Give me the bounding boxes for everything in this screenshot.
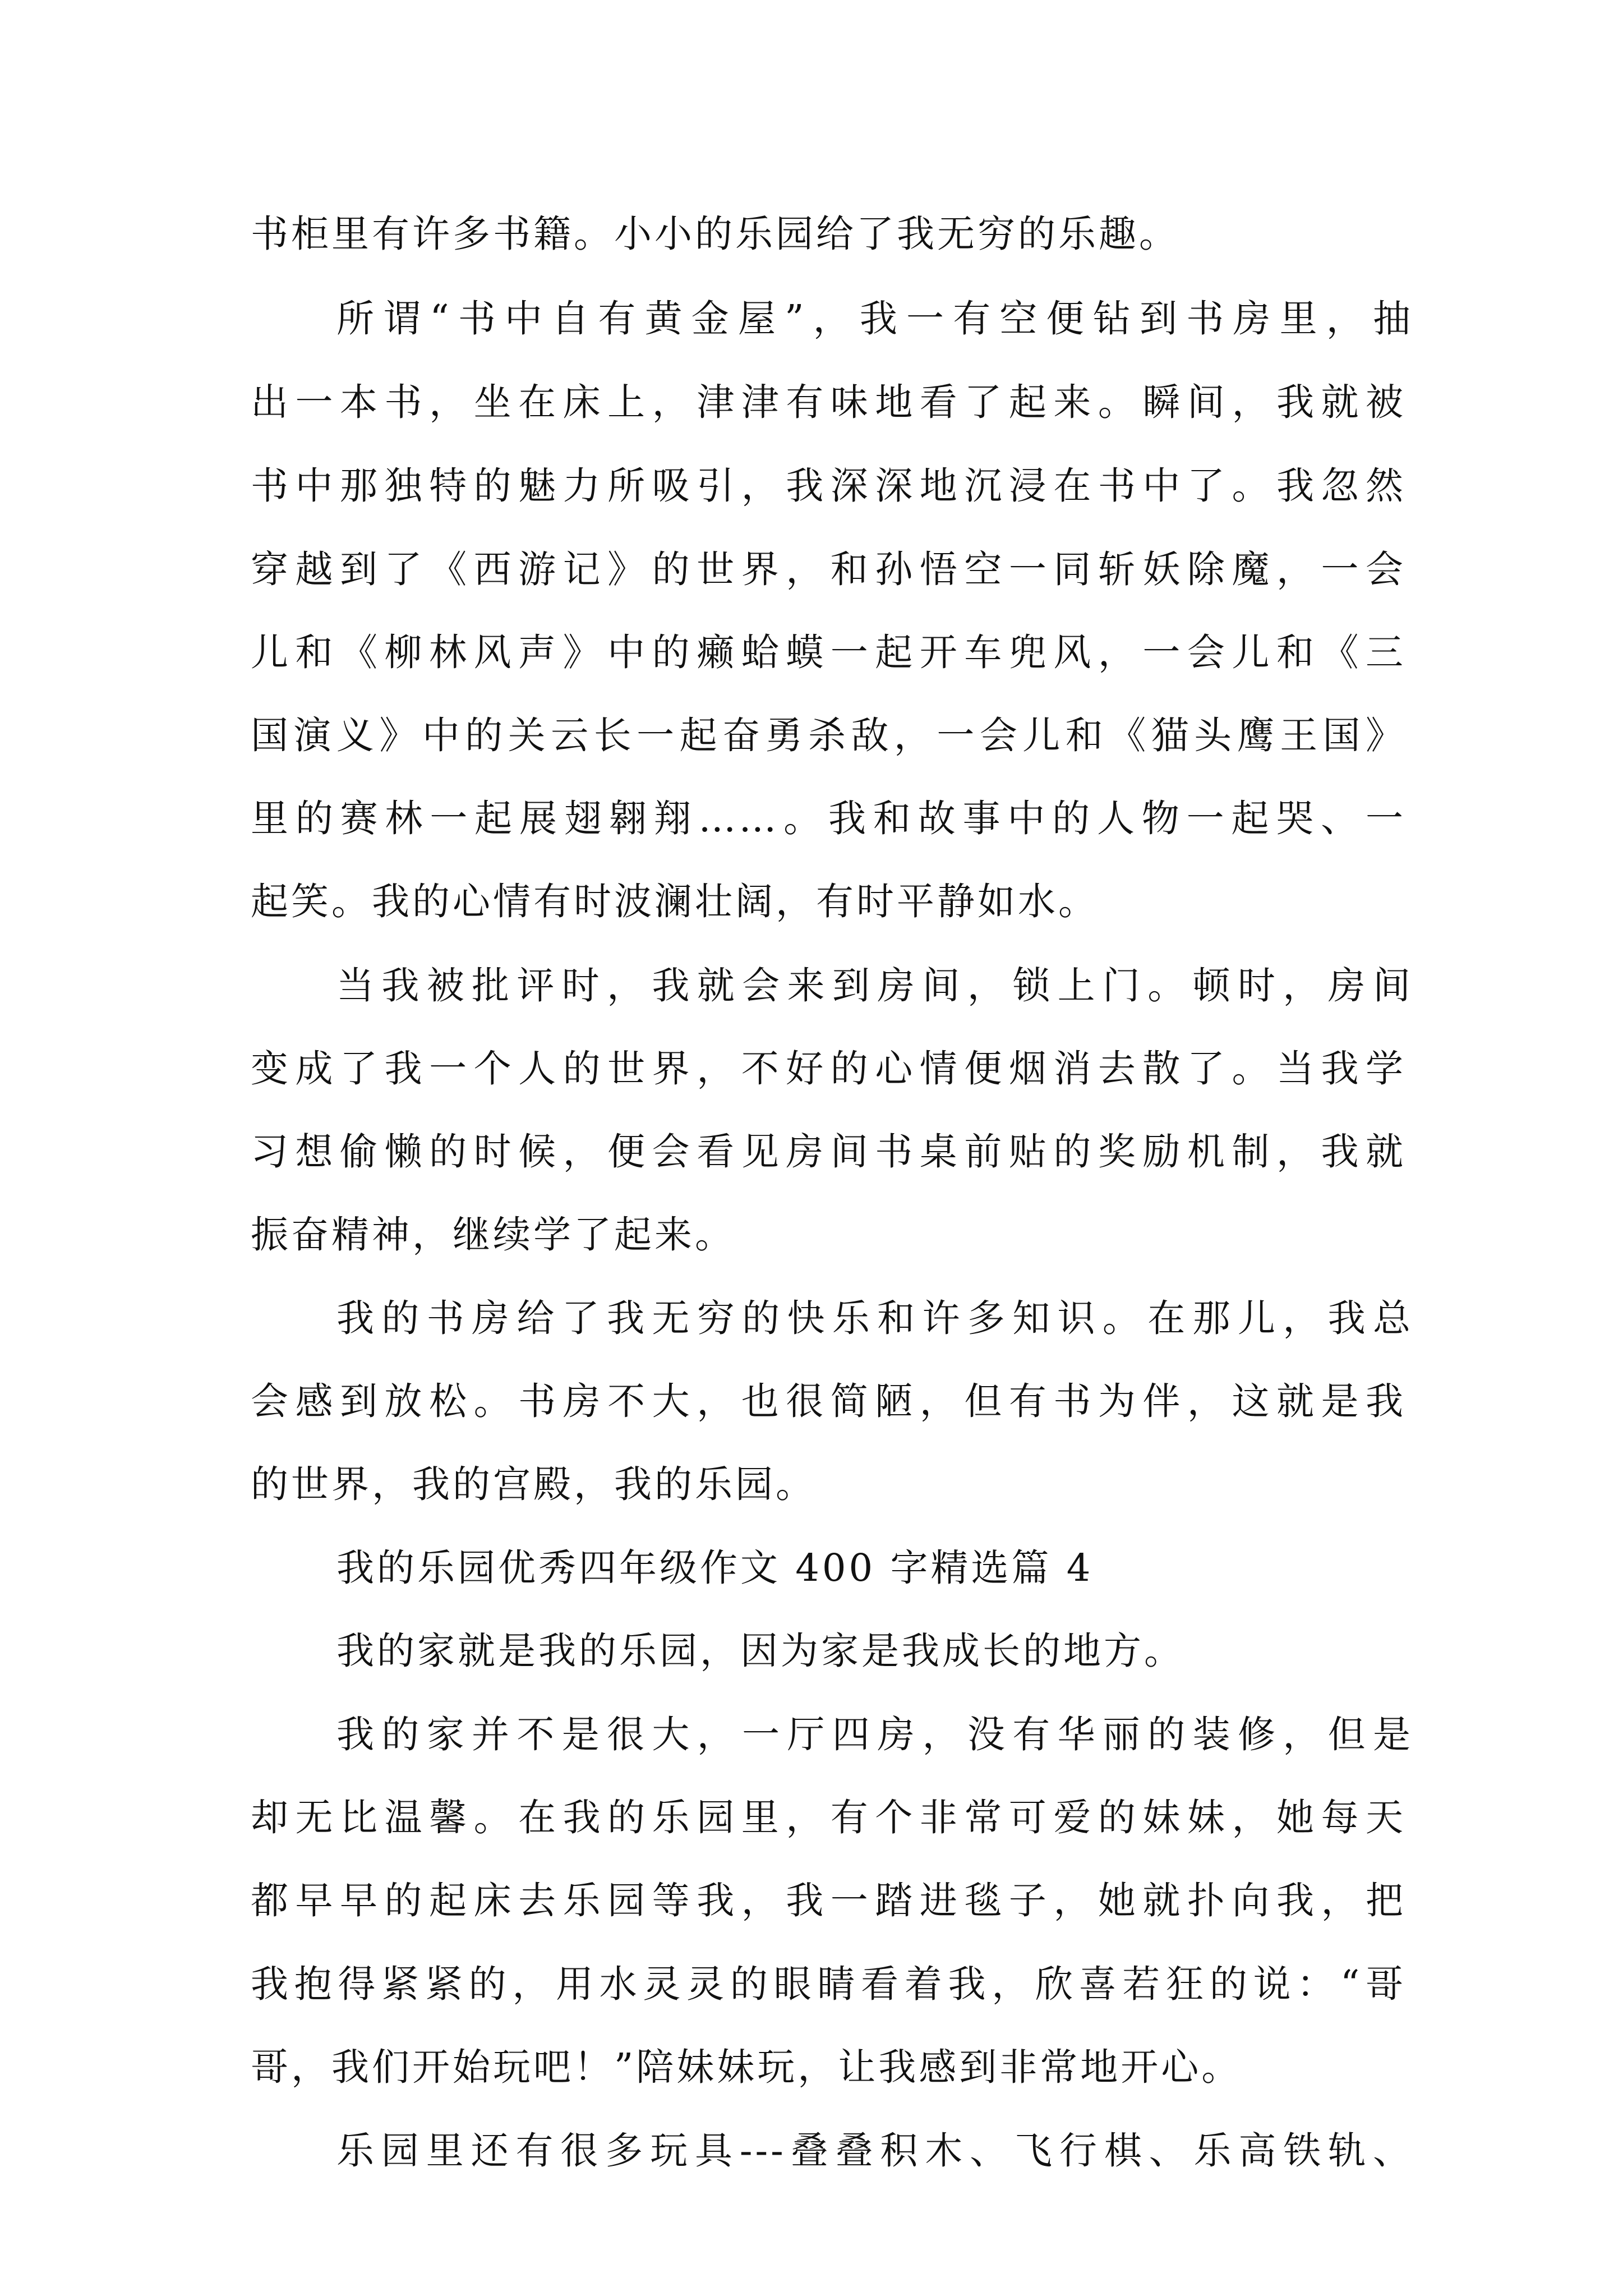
paragraph-start-line: 我的家就是我的乐园，因为家是我成长的地方。 [336, 1629, 1184, 1673]
text-line: 却无比温馨。在我的乐园里，有个非常可爱的妹妹，她每天 [251, 1796, 1406, 1839]
text-line: 哥，我们开始玩吧！”陪妹妹玩，让我感到非常地开心。 [251, 2045, 1242, 2089]
text-line: 出一本书，坐在床上，津津有味地看了起来。瞬间，我就被 [251, 380, 1406, 424]
text-line: 穿越到了《西游记》的世界，和孙悟空一同斩妖除魔，一会 [251, 547, 1406, 591]
text-line: 的世界，我的宫殿，我的乐园。 [251, 1462, 816, 1506]
text-line: 书中那独特的魅力所吸引，我深深地沉浸在书中了。我忽然 [251, 464, 1406, 508]
text-line: 习想偷懒的时候，便会看见房间书桌前贴的奖励机制，我就 [251, 1130, 1406, 1174]
text-line: 里的赛林一起展翅翱翔……。我和故事中的人物一起哭、一 [251, 797, 1406, 840]
text-line: 振奋精神，继续学了起来。 [251, 1213, 735, 1257]
text-line: 儿和《柳林风声》中的癞蛤蟆一起开车兜风，一会儿和《三 [251, 631, 1406, 674]
text-line: 会感到放松。书房不大，也很简陋，但有书为伴，这就是我 [251, 1379, 1406, 1423]
paragraph-start-line: 我的书房给了我无穷的快乐和许多知识。在那儿，我总 [336, 1296, 1413, 1340]
paragraph-start-line: 我的家并不是很大，一厅四房，没有华丽的装修，但是 [336, 1713, 1413, 1756]
paragraph-start-line: 所谓“书中自有黄金屋”，我一有空便钻到书房里，抽 [336, 297, 1413, 341]
text-line: 国演义》中的关云长一起奋勇杀敌，一会儿和《猫头鹰王国》 [251, 714, 1406, 757]
section-heading: 我的乐园优秀四年级作文 400 字精选篇 4 [336, 1546, 1094, 1590]
text-line: 书柜里有许多书籍。小小的乐园给了我无穷的乐趣。 [251, 212, 1179, 256]
text-line: 起笑。我的心情有时波澜壮阔，有时平静如水。 [251, 880, 1099, 923]
text-line: 都早早的起床去乐园等我，我一踏进毯子，她就扑向我，把 [251, 1879, 1406, 1922]
text-line: 变成了我一个人的世界，不好的心情便烟消去散了。当我学 [251, 1047, 1406, 1091]
paragraph-start-line: 当我被批评时，我就会来到房间，锁上门。顿时，房间 [336, 964, 1413, 1007]
text-line: 我抱得紧紧的，用水灵灵的眼睛看着我，欣喜若狂的说：“哥 [251, 1962, 1406, 2006]
paragraph-start-line: 乐园里还有很多玩具---叠叠积木、飞行棋、乐高铁轨、 [336, 2129, 1413, 2173]
